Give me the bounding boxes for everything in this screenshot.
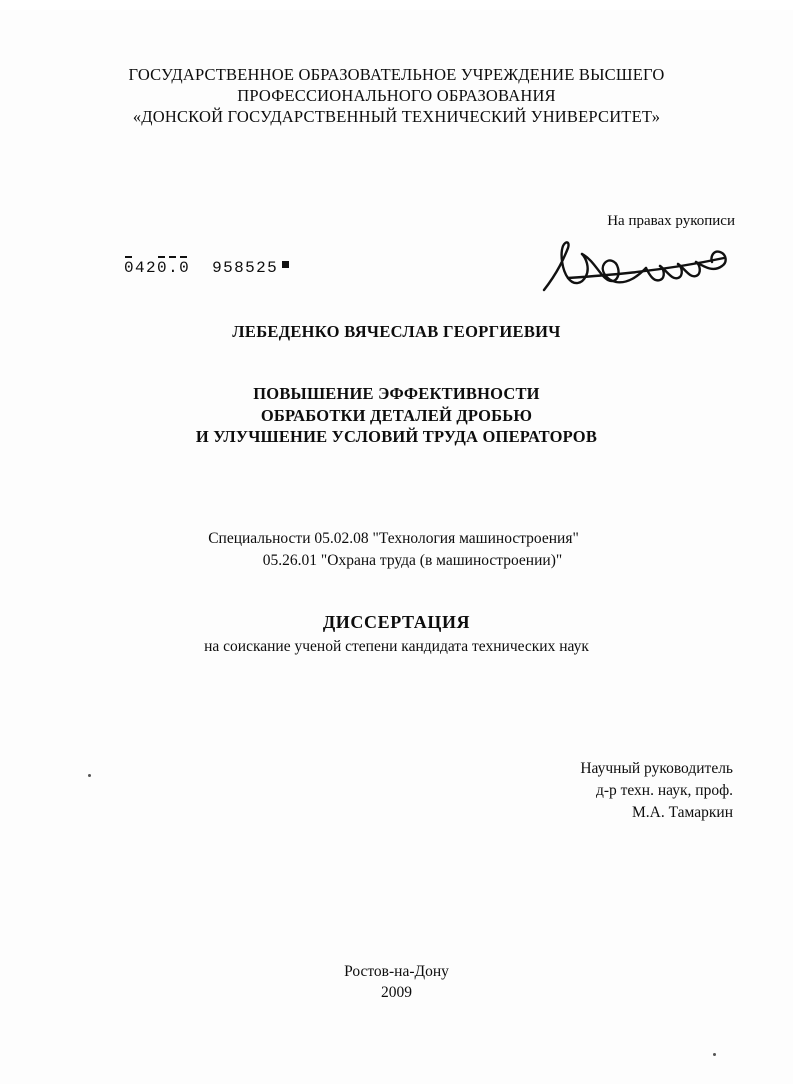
supervisor-degree: д-р техн. наук, проф. xyxy=(595,782,733,799)
title-line-1: ПОВЫШЕНИЕ ЭФФЕКТИВНОСТИ xyxy=(253,384,540,403)
page-top-margin xyxy=(0,0,793,10)
specialties-block xyxy=(0,528,793,572)
supervisor-label: Научный руководитель xyxy=(580,760,733,777)
imprint-city: Ростов-на-Дону xyxy=(344,963,449,980)
supervisor-block xyxy=(580,758,733,824)
registration-number: 0420.0 958525 xyxy=(124,259,289,277)
manuscript-rights-note: На правах рукописи xyxy=(607,213,735,229)
title-line-3: И УЛУЧШЕНИЕ УСЛОВИЙ ТРУДА ОПЕРАТОРОВ xyxy=(195,427,598,446)
handwritten-signature-icon xyxy=(538,232,738,302)
title-line-2: ОБРАБОТКИ ДЕТАЛЕЙ ДРОБЬЮ xyxy=(260,405,533,425)
scan-speck xyxy=(713,1053,716,1056)
degree-line: на соискание ученой степени кандидата технических наук xyxy=(204,638,589,655)
institution-line-2: ПРОФЕССИОНАЛЬНОГО ОБРАЗОВАНИЯ xyxy=(237,86,556,105)
dissertation-title xyxy=(0,383,793,448)
supervisor-name: М.А. Тамаркин xyxy=(631,804,733,821)
specialty-line-1: Специальности 05.02.08 "Технология машиностроения" xyxy=(208,530,579,547)
imprint-block xyxy=(0,961,793,1003)
institution-line-3: «ДОНСКОЙ ГОСУДАРСТВЕННЫЙ ТЕХНИЧЕСКИЙ УНИВЕРСИТЕТ» xyxy=(132,107,661,126)
institution-line-1: ГОСУДАРСТВЕННОЕ ОБРАЗОВАТЕЛЬНОЕ УЧРЕЖДЕНИЕ ВЫСШЕГО xyxy=(128,65,665,84)
specialty-line-2: 05.26.01 "Охрана труда (в машиностроении)" xyxy=(262,552,563,569)
institution-header xyxy=(0,64,793,127)
work-type: ДИССЕРТАЦИЯ xyxy=(322,612,471,632)
imprint-year: 2009 xyxy=(381,984,412,1001)
author-name: ЛЕБЕДЕНКО ВЯЧЕСЛАВ ГЕОРГИЕВИЧ xyxy=(232,322,561,341)
scan-speck xyxy=(88,774,91,777)
